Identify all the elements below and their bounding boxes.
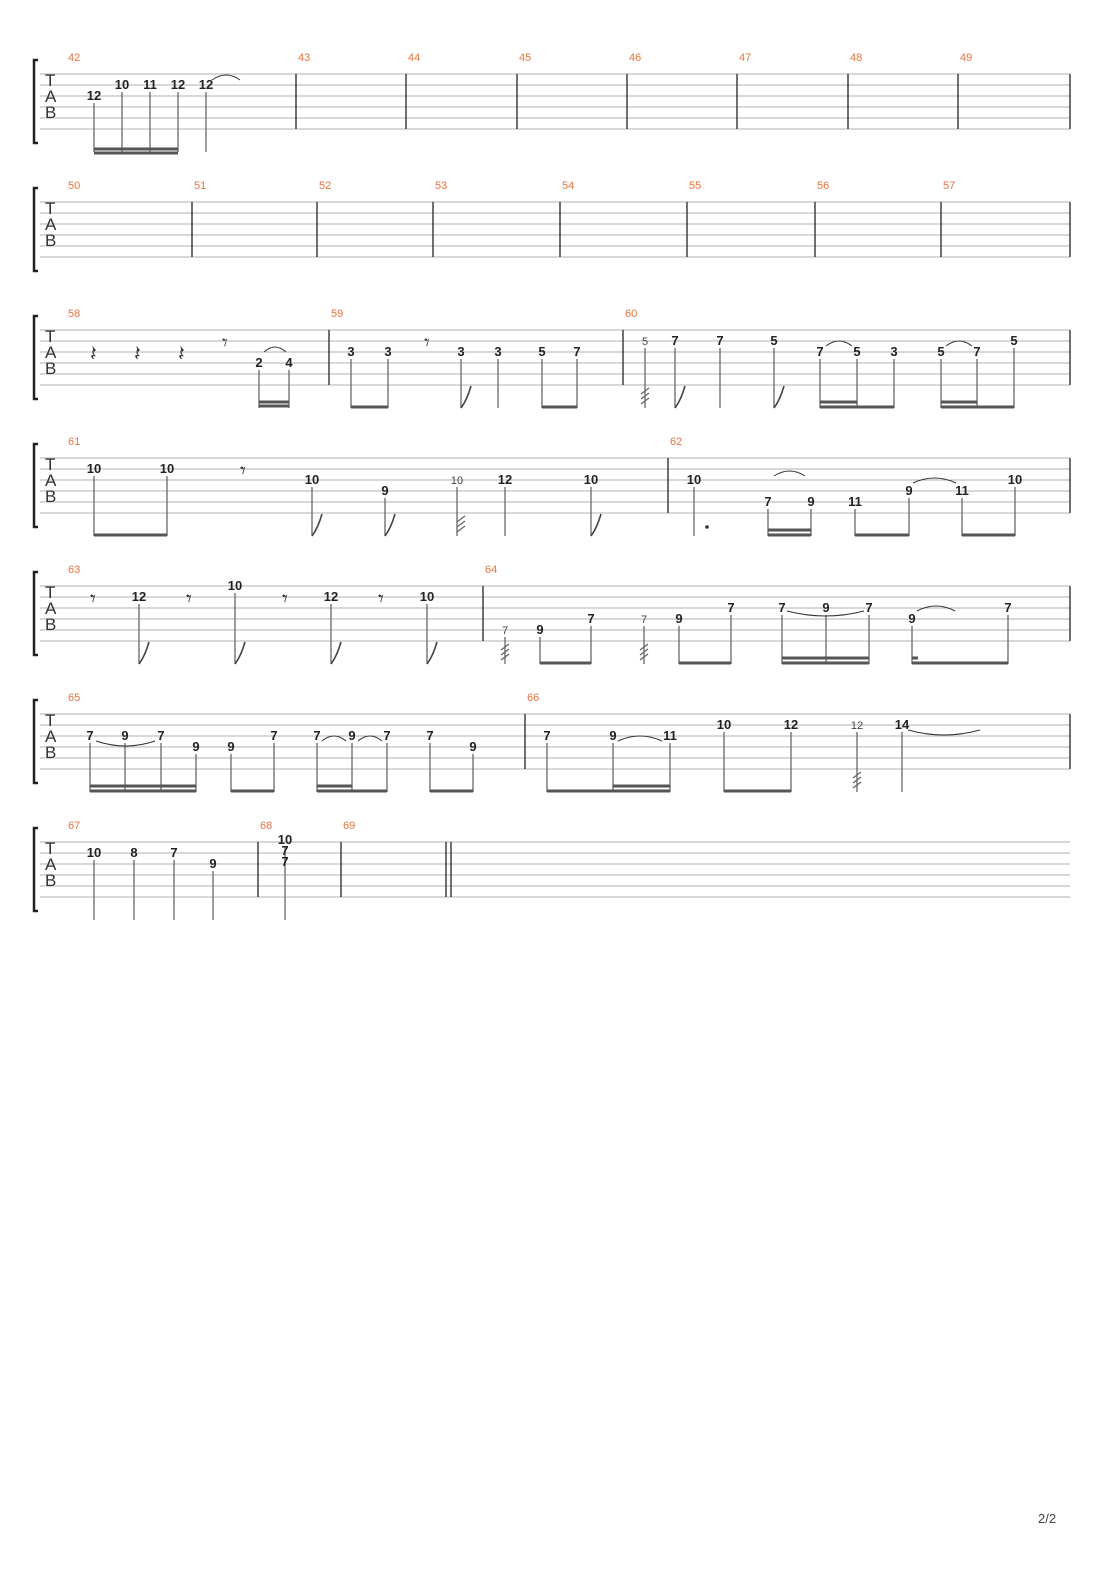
- fret-number: 7: [973, 344, 981, 359]
- slur: [212, 75, 240, 80]
- tab-clef-t: T: [45, 839, 56, 858]
- fret-number: 10: [419, 589, 435, 604]
- fret-number: 12: [323, 589, 339, 604]
- fret-number: 10: [686, 472, 702, 487]
- fret-number: 5: [853, 344, 861, 359]
- fret-number: 7: [778, 600, 786, 615]
- fret-number: 5: [538, 344, 546, 359]
- fret-number: 9: [192, 739, 200, 754]
- note-flag: [385, 514, 395, 536]
- fret-number: 12: [131, 589, 147, 604]
- slur: [774, 471, 805, 476]
- system-bracket: [34, 444, 38, 527]
- tab-clef-b: B: [45, 231, 57, 250]
- tab-clef-a: A: [45, 471, 57, 490]
- measure-number: 45: [519, 52, 532, 64]
- tab-clef-b: B: [45, 615, 57, 634]
- fret-number: 7: [543, 728, 551, 743]
- tab-clef-t: T: [45, 711, 56, 730]
- system-bracket: [34, 572, 38, 655]
- measure-number: 51: [194, 180, 207, 192]
- fret-number: 14: [894, 717, 910, 732]
- tab-clef-b: B: [45, 743, 57, 762]
- fret-number: 9: [908, 611, 916, 626]
- fret-number: 11: [955, 483, 969, 498]
- note-flag: [675, 386, 685, 408]
- page-number: 2/2: [1038, 1511, 1057, 1526]
- slur: [322, 736, 346, 741]
- fret-number: 5: [641, 336, 649, 348]
- fret-number: 9: [227, 739, 235, 754]
- measure-number: 59: [331, 308, 344, 320]
- tab-clef-b: B: [45, 359, 57, 378]
- tab-clef-b: B: [45, 871, 57, 890]
- slur: [908, 730, 980, 735]
- measure-number: 57: [943, 180, 956, 192]
- note-flag: [235, 642, 245, 664]
- fret-number: 7: [816, 344, 824, 359]
- fret-number: 7: [764, 494, 772, 509]
- tab-clef-b: B: [45, 487, 57, 506]
- system-bracket: [34, 828, 38, 911]
- fret-number: 9: [905, 483, 913, 498]
- slur: [946, 341, 972, 346]
- fret-number: 10: [277, 832, 293, 847]
- measure-number: 52: [319, 180, 332, 192]
- quarter-rest: 𝄽: [178, 342, 185, 367]
- fret-number: 10: [1007, 472, 1023, 487]
- slur: [826, 341, 852, 346]
- measure-number: 53: [435, 180, 448, 192]
- note-flag: [591, 514, 601, 536]
- fret-number: 5: [1010, 333, 1018, 348]
- fret-number: 7: [671, 333, 679, 348]
- measure-number: 50: [68, 180, 81, 192]
- measure-number: 63: [68, 564, 81, 576]
- fret-number: 3: [494, 344, 502, 359]
- measure-number: 65: [68, 692, 81, 704]
- fret-number: 3: [890, 344, 898, 359]
- fret-number: 4: [285, 355, 293, 370]
- eighth-rest: 𝄾: [222, 331, 228, 356]
- fret-number: 11: [848, 494, 862, 509]
- fret-number: 10: [227, 578, 243, 593]
- fret-number: 9: [807, 494, 815, 509]
- fret-number: 7: [157, 728, 165, 743]
- slur: [264, 347, 286, 352]
- fret-number: 11: [143, 77, 157, 92]
- measure-number: 58: [68, 308, 81, 320]
- fret-number: 3: [384, 344, 392, 359]
- slur: [358, 736, 382, 741]
- quarter-rest: 𝄽: [134, 342, 141, 367]
- fret-number: 12: [497, 472, 513, 487]
- eighth-rest: 𝄾: [240, 459, 246, 484]
- fret-number: 12: [783, 717, 799, 732]
- fret-number: 10: [304, 472, 320, 487]
- tab-clef-t: T: [45, 199, 56, 218]
- tab-clef-t: T: [45, 455, 56, 474]
- tab-clef-a: A: [45, 343, 57, 362]
- fret-number: 12: [86, 88, 102, 103]
- measure-number: 49: [960, 52, 973, 64]
- fret-number: 9: [121, 728, 129, 743]
- fret-number: 12: [850, 720, 864, 732]
- fret-number: 7: [587, 611, 595, 626]
- fret-number: 7: [501, 625, 509, 637]
- fret-number: 10: [583, 472, 599, 487]
- fret-number: 7: [727, 600, 735, 615]
- note-flag: [774, 386, 784, 408]
- measure-number: 68: [260, 820, 273, 832]
- fret-number: 9: [209, 856, 217, 871]
- tab-clef-a: A: [45, 215, 57, 234]
- fret-number: 9: [469, 739, 477, 754]
- fret-number: 7: [573, 344, 581, 359]
- fret-number: 9: [675, 611, 683, 626]
- tab-clef-t: T: [45, 71, 56, 90]
- fret-number: 7: [383, 728, 391, 743]
- fret-number: 5: [937, 344, 945, 359]
- fret-number: 8: [130, 845, 138, 860]
- quarter-rest: 𝄽: [90, 342, 97, 367]
- measure-number: 44: [408, 52, 421, 64]
- system-bracket: [34, 60, 38, 143]
- fret-number: 7: [313, 728, 321, 743]
- measure-number: 61: [68, 436, 81, 448]
- fret-number: 7: [86, 728, 94, 743]
- measure-number: 46: [629, 52, 642, 64]
- fret-number: 3: [347, 344, 355, 359]
- measure-number: 55: [689, 180, 702, 192]
- fret-number: 7: [640, 614, 648, 626]
- measure-number: 60: [625, 308, 638, 320]
- tab-clef-t: T: [45, 327, 56, 346]
- tab-clef-t: T: [45, 583, 56, 602]
- fret-number: 10: [716, 717, 732, 732]
- system-bracket: [34, 700, 38, 783]
- fret-number: 7: [716, 333, 724, 348]
- fret-number: 10: [86, 461, 102, 476]
- note-flag: [427, 642, 437, 664]
- measure-number: 64: [485, 564, 498, 576]
- fret-number: 9: [381, 483, 389, 498]
- note-flag: [312, 514, 322, 536]
- fret-number: 10: [159, 461, 175, 476]
- fret-number: 9: [822, 600, 830, 615]
- measure-number: 42: [68, 52, 81, 64]
- eighth-rest: 𝄾: [378, 587, 384, 612]
- fret-number: 9: [536, 622, 544, 637]
- fret-number: 7: [1004, 600, 1012, 615]
- fret-number: 7: [281, 843, 289, 858]
- fret-number: 10: [86, 845, 102, 860]
- eighth-rest: 𝄾: [282, 587, 288, 612]
- fret-number: 11: [663, 728, 677, 743]
- fret-number: 7: [426, 728, 434, 743]
- fret-number: 9: [609, 728, 617, 743]
- fret-number: 10: [450, 475, 464, 487]
- slur: [618, 736, 662, 741]
- measure-number: 48: [850, 52, 863, 64]
- note-flag: [331, 642, 341, 664]
- tab-clef-a: A: [45, 87, 57, 106]
- measure-number: 62: [670, 436, 683, 448]
- tab-clef-a: A: [45, 855, 57, 874]
- fret-number: 12: [170, 77, 186, 92]
- fret-number: 10: [114, 77, 130, 92]
- measure-number: 66: [527, 692, 540, 704]
- fret-number: 12: [198, 77, 214, 92]
- fret-number: 7: [281, 854, 289, 869]
- tab-clef-b: B: [45, 103, 57, 122]
- fret-number: 7: [270, 728, 278, 743]
- eighth-rest: 𝄾: [186, 587, 192, 612]
- tab-clef-a: A: [45, 727, 57, 746]
- fret-number: 9: [348, 728, 356, 743]
- measure-number: 54: [562, 180, 575, 192]
- eighth-rest: 𝄾: [90, 587, 96, 612]
- fret-number: 5: [770, 333, 778, 348]
- fret-number: 3: [457, 344, 465, 359]
- fret-number: 7: [865, 600, 873, 615]
- measure-number: 67: [68, 820, 81, 832]
- measure-number: 47: [739, 52, 752, 64]
- note-flag: [139, 642, 149, 664]
- eighth-rest: 𝄾: [424, 331, 430, 356]
- dot: [705, 525, 709, 529]
- fret-number: 7: [170, 845, 178, 860]
- measure-number: 56: [817, 180, 830, 192]
- measure-number: 69: [343, 820, 356, 832]
- system-bracket: [34, 188, 38, 271]
- measure-number: 43: [298, 52, 311, 64]
- system-bracket: [34, 316, 38, 399]
- fret-number: 2: [255, 355, 263, 370]
- note-flag: [461, 386, 471, 408]
- tab-clef-a: A: [45, 599, 57, 618]
